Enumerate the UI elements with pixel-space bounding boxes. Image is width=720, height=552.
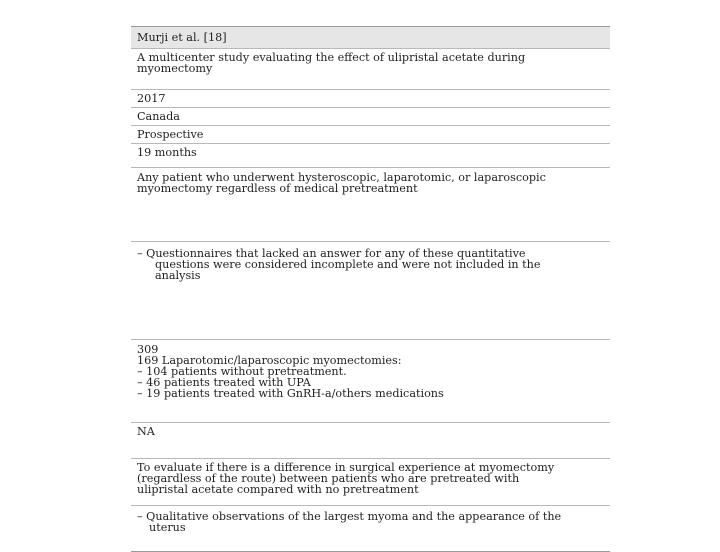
study-population-line-5: – 19 patients treated with GnRH-a/others medications bbox=[137, 387, 444, 400]
study-exclusion-row bbox=[131, 241, 610, 339]
study-outcome-line-2: uterus bbox=[149, 521, 186, 534]
study-duration: 19 months bbox=[137, 146, 197, 159]
study-inclusion-line-1: Any patient who underwent hysteroscopic, laparotomic, or laparoscopic bbox=[137, 171, 546, 184]
study-exclusion-line-1: – Questionnaires that lacked an answer for any of these quantitative bbox=[137, 247, 526, 260]
study-inclusion-line-2: myomectomy regardless of medical pretreatment bbox=[137, 182, 418, 195]
study-exclusion-line-3: analysis bbox=[155, 269, 201, 282]
study-population-line-2: 169 Laparotomic/laparoscopic myomectomies: bbox=[137, 354, 402, 367]
study-year: 2017 bbox=[137, 92, 166, 105]
study-design: Prospective bbox=[137, 128, 204, 141]
study-other-row bbox=[131, 422, 610, 458]
study-design-row bbox=[131, 125, 610, 143]
study-objective-row bbox=[131, 458, 610, 505]
study-objective-line-1: To evaluate if there is a difference in surgical experience at myomectomy bbox=[137, 461, 555, 474]
study-other-value: NA bbox=[137, 425, 155, 438]
study-country-row bbox=[131, 107, 610, 125]
study-year-row bbox=[131, 89, 610, 107]
study-inclusion-row bbox=[131, 167, 610, 241]
study-title-line-2: myomectomy bbox=[137, 62, 213, 75]
study-objective-line-3: ulipristal acetate compared with no pretreatment bbox=[137, 483, 419, 496]
study-population-line-4: – 46 patients treated with UPA bbox=[137, 376, 311, 389]
study-objective-line-2: (regardless of the route) between patients who are pretreated with bbox=[137, 472, 520, 485]
study-population-row bbox=[131, 339, 610, 422]
study-title-line-1: A multicenter study evaluating the effect of ulipristal acetate during bbox=[137, 51, 526, 64]
study-exclusion-line-2: questions were considered incomplete and were not included in the bbox=[155, 258, 541, 271]
study-title-row bbox=[131, 48, 610, 89]
study-country: Canada bbox=[137, 110, 180, 123]
study-outcome-line-1: – Qualitative observations of the largest myoma and the appearance of the bbox=[137, 510, 562, 523]
study-header-row bbox=[131, 26, 610, 48]
study-author: Murji et al. [18] bbox=[137, 31, 227, 44]
study-duration-row bbox=[131, 143, 610, 167]
study-outcome-row bbox=[131, 505, 610, 552]
study-population-line-3: – 104 patients without pretreatment. bbox=[137, 365, 347, 378]
study-population-total: 309 bbox=[137, 343, 159, 356]
